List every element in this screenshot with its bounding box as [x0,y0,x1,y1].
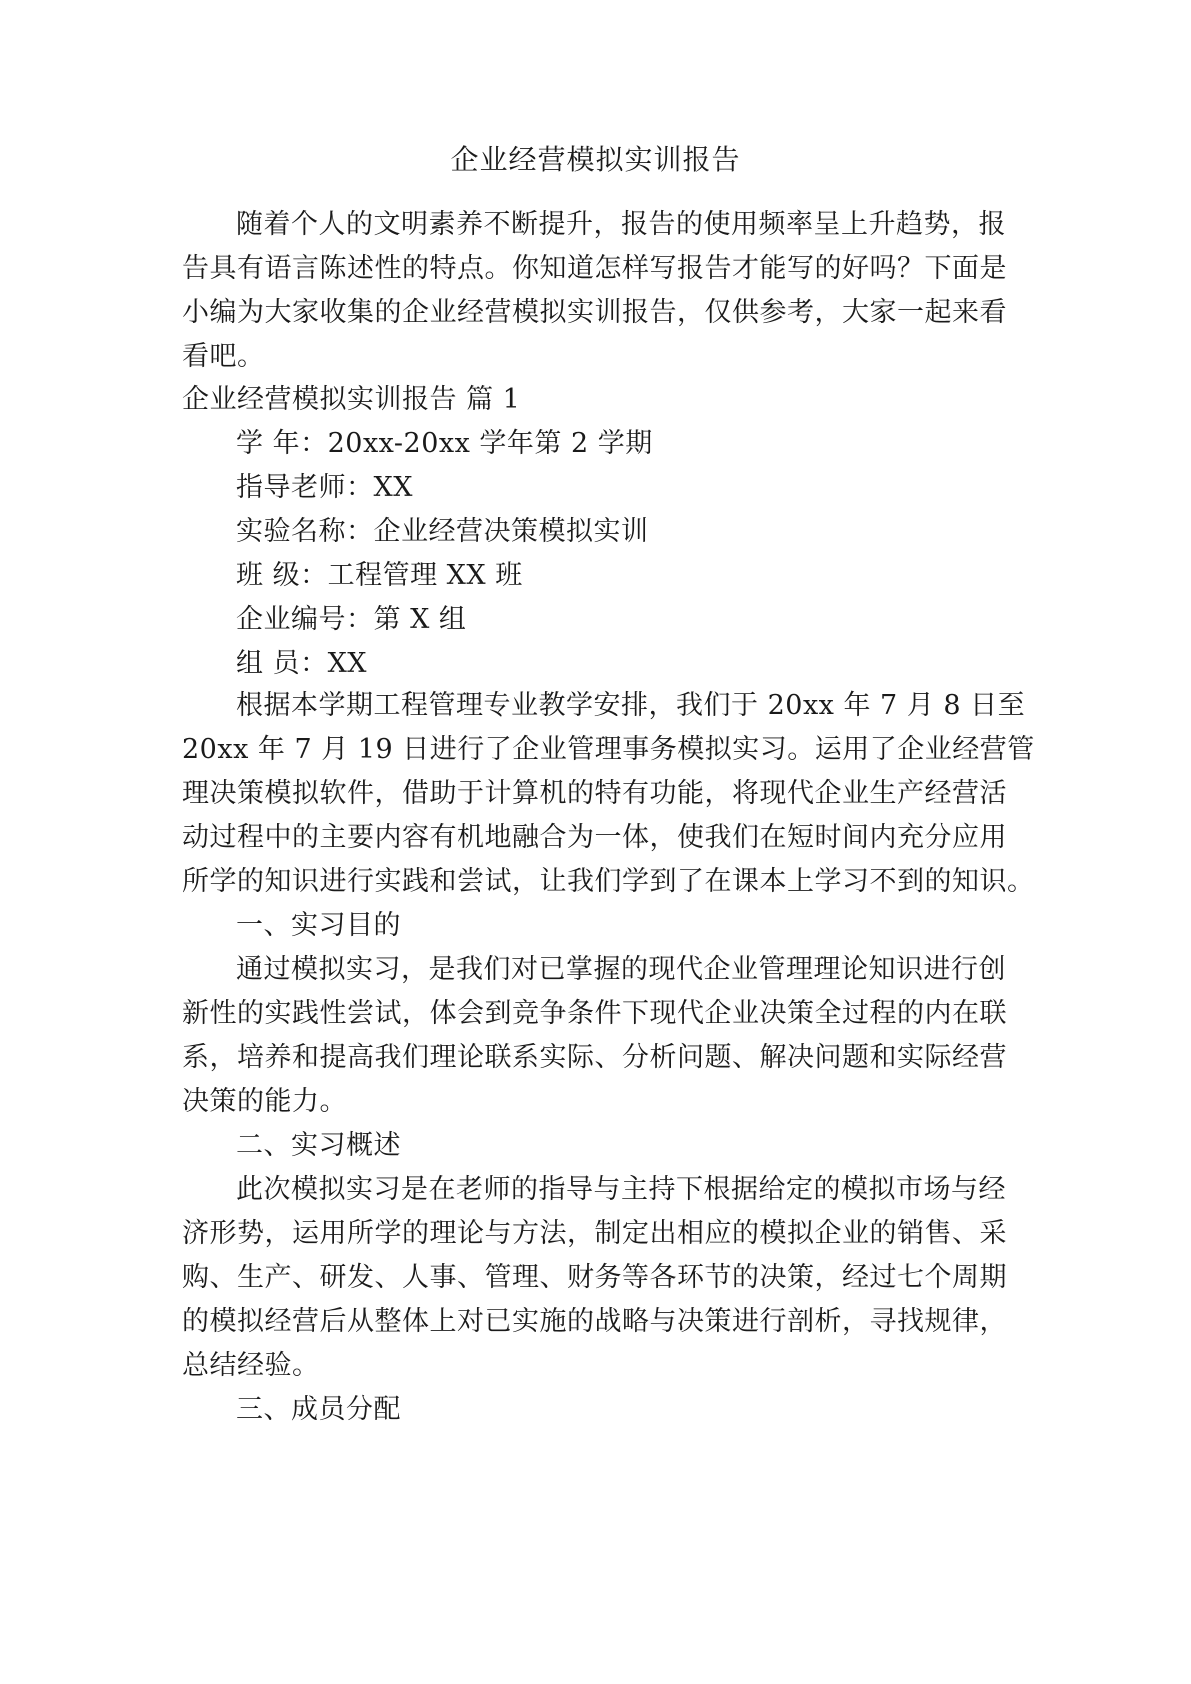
paragraph-line: 的模拟经营后从整体上对已实施的战略与决策进行剖析，寻找规律， [182,1306,1007,1337]
info-line-company-number: 企业编号：第 X 组 [236,604,467,635]
heading-purpose: 一、实习目的 [236,910,401,941]
intro-line: 看吧。 [182,341,265,372]
paragraph-line: 购、生产、研发、人事、管理、财务等各环节的决策，经过七个周期 [182,1262,1007,1293]
document-title: 企业经营模拟实训报告 [450,143,741,176]
paragraph-line: 决策的能力。 [182,1086,347,1117]
paragraph-line: 济形势，运用所学的理论与方法，制定出相应的模拟企业的销售、采 [182,1218,1007,1249]
section-heading: 企业经营模拟实训报告 篇 1 [182,384,521,415]
paragraph-line: 所学的知识进行实践和尝试，让我们学到了在课本上学习不到的知识。 [182,866,1035,897]
paragraph-line: 新性的实践性尝试，体会到竞争条件下现代企业决策全过程的内在联 [182,998,1007,1029]
paragraph-line: 根据本学期工程管理专业教学安排，我们于 20xx 年 7 月 8 日至 [236,690,1026,721]
intro-line: 小编为大家收集的企业经营模拟实训报告，仅供参考，大家一起来看 [182,297,1007,328]
heading-overview: 二、实习概述 [236,1130,401,1161]
paragraph-line: 20xx 年 7 月 19 日进行了企业管理事务模拟实习。运用了企业经营管 [182,734,1035,765]
heading-member-allocation: 三、成员分配 [236,1394,401,1425]
paragraph-line: 总结经验。 [182,1350,320,1381]
paragraph-line: 理决策模拟软件，借助于计算机的特有功能，将现代企业生产经营活 [182,778,1007,809]
paragraph-line: 通过模拟实习，是我们对已掌握的现代企业管理理论知识进行创 [236,954,1006,985]
info-line-experiment: 实验名称：企业经营决策模拟实训 [236,516,649,547]
info-line-class: 班 级：工程管理 XX 班 [236,560,523,591]
intro-line: 告具有语言陈述性的特点。你知道怎样写报告才能写的好吗？下面是 [182,253,1007,284]
intro-line: 随着个人的文明素养不断提升，报告的使用频率呈上升趋势，报 [236,209,1006,240]
info-line-year: 学 年：20xx-20xx 学年第 2 学期 [236,428,653,459]
paragraph-line: 此次模拟实习是在老师的指导与主持下根据给定的模拟市场与经 [236,1174,1006,1205]
info-line-teacher: 指导老师：XX [236,472,413,503]
info-line-members: 组 员：XX [236,648,368,679]
paragraph-line: 动过程中的主要内容有机地融合为一体，使我们在短时间内充分应用 [182,822,1007,853]
paragraph-line: 系，培养和提高我们理论联系实际、分析问题、解决问题和实际经营 [182,1042,1007,1073]
